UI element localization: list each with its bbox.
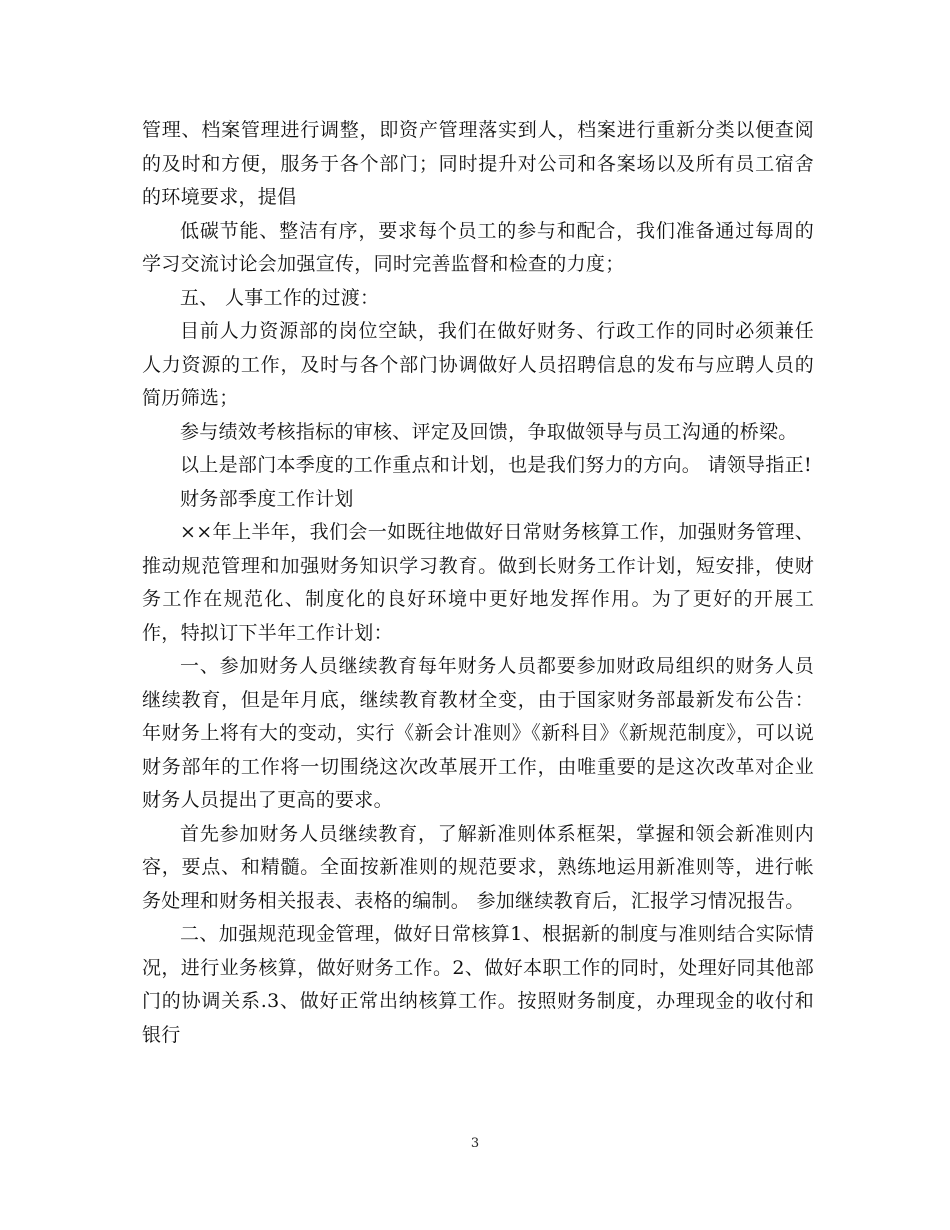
paragraph-5: 参与绩效考核指标的审核、评定及回馈，争取做领导与员工沟通的桥梁。 (180, 420, 798, 443)
paragraph-11: 二、加强规范现金管理，做好日常核算1、根据新的制度与准则结合实际情况，进行业务核算，做好财务工作。2、做好本职工作的同时，处理好同其他部门的协调关系.3、做好正常出纳核算工作。按照财务制度，办理现金的收付和银行 (142, 923, 814, 1046)
paragraph-2: 低碳节能、整洁有序，要求每个员工的参与和配合，我们准备通过每周的学习交流讨论会加强宣传，同时完善监督和检查的力度； (142, 219, 814, 275)
page-number: 3 (470, 1136, 480, 1151)
paragraph-4: 目前人力资源部的岗位空缺，我们在做好财务、行政工作的同时必须兼任人力资源的工作，及时与各个部门协调做好人员招聘信息的发布与应聘人员的简历筛选； (142, 320, 814, 409)
paragraph-1: 管理、档案管理进行调整，即资产管理落实到人，档案进行重新分类以便查阅的及时和方便，服务于各个部门；同时提升对公司和各案场以及所有员工宿舍的环境要求，提倡 (142, 119, 814, 208)
paragraph-8: ××年上半年，我们会一如既往地做好日常财务核算工作，加强财务管理、推动规范管理和加强财务知识学习教育。做到长财务工作计划，短安排，使财务工作在规范化、制度化的良好环境中更好地发挥作用。为了更好的开展工作，特拟订下半年工作计划： (142, 521, 814, 644)
paragraph-9: 一、参加财务人员继续教育每年财务人员都要参加财政局组织的财务人员继续教育，但是年月底，继续教育教材全变，由于国家财务部最新发布公告：年财务上将有大的变动，实行《新会计准则》《新科目》《新规范制度》，可以说财务部年的工作将一切围绕这次改革展开工作，由唯重要的是这次改革对企业财务人员提出了更高的要求。 (142, 655, 814, 811)
paragraph-10: 首先参加财务人员继续教育，了解新准则体系框架，掌握和领会新准则内容，要点、和精髓。全面按新准则的规范要求，熟练地运用新准则等，进行帐务处理和财务相关报表、表格的编制。 参加继续教育后，汇报学习情况报告。 (142, 822, 814, 912)
document-body (142, 114, 814, 1052)
section-heading-personnel: 五、 人事工作的过渡： (180, 286, 380, 309)
paragraph-6: 以上是部门本季度的工作重点和计划，也是我们努力的方向。 请领导指正! (180, 454, 812, 476)
section-title-finance-plan: 财务部季度工作计划 (180, 487, 354, 510)
